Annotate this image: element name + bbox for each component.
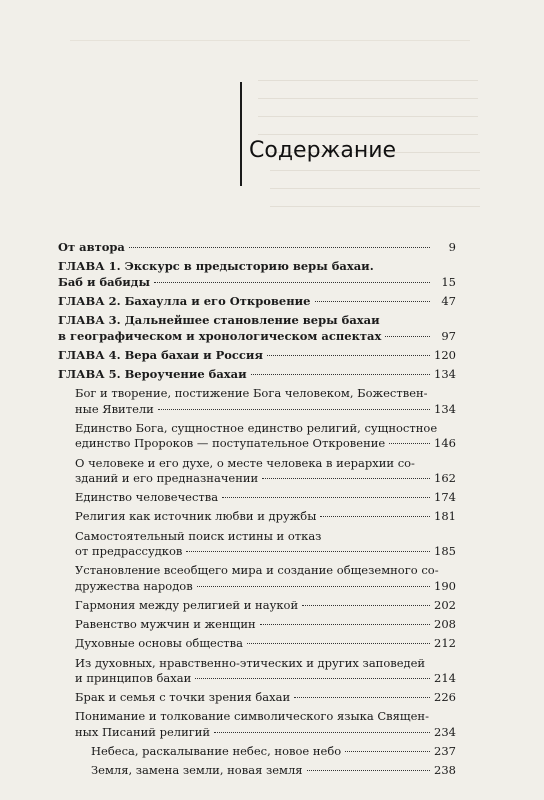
toc-entry-title-line: Бог и творение, постижение Бога человеком, Божествен- [75,386,428,401]
toc-entry-title-line: Установление всеобщего мира и создание общеземного со- [75,563,439,578]
toc-entry-title-line: ГЛАВА 3. Дальнейшее становление веры бахаи [58,313,380,328]
toc-entry [58,744,456,760]
toc-entry [58,636,456,652]
dot-leader [262,478,430,479]
toc-entry-title: зданий и его предназначении [75,471,259,485]
dot-leader [195,678,430,679]
toc-entry-title: ные Явители [75,401,154,416]
page-number: 234 [434,724,456,739]
toc-entry-title: и принципов бахаи [75,671,192,685]
page-number: 212 [434,636,456,651]
toc-entry [58,367,456,383]
page-number: 202 [434,597,456,612]
toc-entry-title: Единство человечества [75,490,219,505]
toc-entry-title: в географическом и хронологическом аспектах [58,328,382,343]
toc-entry [58,598,456,614]
page-number: 185 [434,544,456,559]
dot-leader [158,409,430,410]
toc-entry-title-line: Единство Бога, сущностное единство религий, сущностное [75,420,438,435]
toc-entry-title-line: О человеке и его духе, о месте человека в иерархии со- [75,455,415,470]
page-number: 162 [434,471,456,485]
toc-entry [58,529,456,560]
toc-entry [58,563,456,594]
dot-leader [251,374,430,375]
page-number: 15 [441,274,456,289]
dot-leader [345,751,430,752]
toc-entry [58,294,456,310]
toc-entry [58,763,456,779]
toc-entry [58,617,456,633]
toc-entry [58,656,456,687]
toc-entry-title: ГЛАВА 2. Бахаулла и его Откровение [58,293,311,308]
dot-leader [247,643,430,644]
toc-entry-title: дружества народов [75,578,193,593]
page-number: 134 [434,401,456,416]
toc-entry-title: Небеса, раскалывание небес, новое небо [91,744,342,759]
page-number: 190 [434,578,456,593]
toc-entry-title: От автора [58,240,125,254]
toc-entry-title: ных Писаний религий [75,724,211,739]
toc-entry [58,456,456,487]
toc-entry-title-line: ГЛАВА 1. Экскурс в предысторию веры бахаи. [58,259,374,274]
toc-entry-title: ГЛАВА 5. Вероучение бахаи [58,366,247,381]
dot-leader [320,516,430,517]
table-of-contents [58,240,456,782]
toc-entry-title-line: Понимание и толкование символического языка Священ- [75,709,429,724]
dot-leader [129,247,430,248]
toc-entry-title: Духовные основы общества [75,636,243,651]
page-number: 208 [434,617,456,632]
toc-entry-title: Гармония между религией и наукой [75,597,299,612]
toc-entry-title: единство Пророков — поступательное Откровение [75,436,386,451]
toc-entry [58,386,456,417]
toc-entry-title: ГЛАВА 4. Вера бахаи и Россия [58,347,263,362]
toc-entry-title-line: Самостоятельный поиск истины и отказ [75,528,322,543]
page-number: 97 [441,328,456,343]
dot-leader [267,355,430,356]
dot-leader [294,697,430,698]
bleed-through [0,0,544,240]
toc-entry-title: Земля, замена земли, новая земля [91,763,303,778]
toc-entry-title: от предрассудков [75,544,183,559]
toc-entry [58,509,456,525]
dot-leader [154,282,430,283]
page-number: 226 [434,690,456,705]
page-number: 237 [434,744,456,759]
dot-leader [186,551,430,552]
dot-leader [260,624,430,625]
toc-entry [58,421,456,452]
toc-entry-title: Религия как источник любви и дружбы [75,509,317,524]
dot-leader [385,336,430,337]
page-number: 120 [434,347,456,362]
dot-leader [389,443,430,444]
toc-entry [58,313,456,344]
toc-entry-title-line: Из духовных, нравственно-этических и других заповедей [75,655,426,670]
page-number: 9 [448,240,456,254]
dot-leader [302,605,430,606]
toc-entry [58,348,456,364]
title-rule [240,82,242,186]
toc-entry-title: Баб и бабиды [58,274,150,289]
page-number: 238 [434,763,456,778]
page-number: 146 [434,436,456,451]
toc-entry [58,709,456,740]
toc-entry [58,259,456,290]
page-number: 181 [434,509,456,524]
page-number: 214 [434,671,456,685]
dot-leader [307,770,430,771]
toc-entry-title: Равенство мужчин и женщин [75,617,256,632]
dot-leader [214,732,430,733]
dot-leader [197,586,430,587]
page-number: 134 [434,366,456,381]
dot-leader [315,301,431,302]
toc-entry [58,690,456,706]
page-number: 174 [434,490,456,505]
toc-entry-title: Брак и семья с точки зрения бахаи [75,690,291,705]
dot-leader [222,497,430,498]
page-number: 47 [441,293,456,308]
toc-entry [58,490,456,506]
page-title: Содержание [249,138,397,163]
toc-entry [58,240,456,256]
